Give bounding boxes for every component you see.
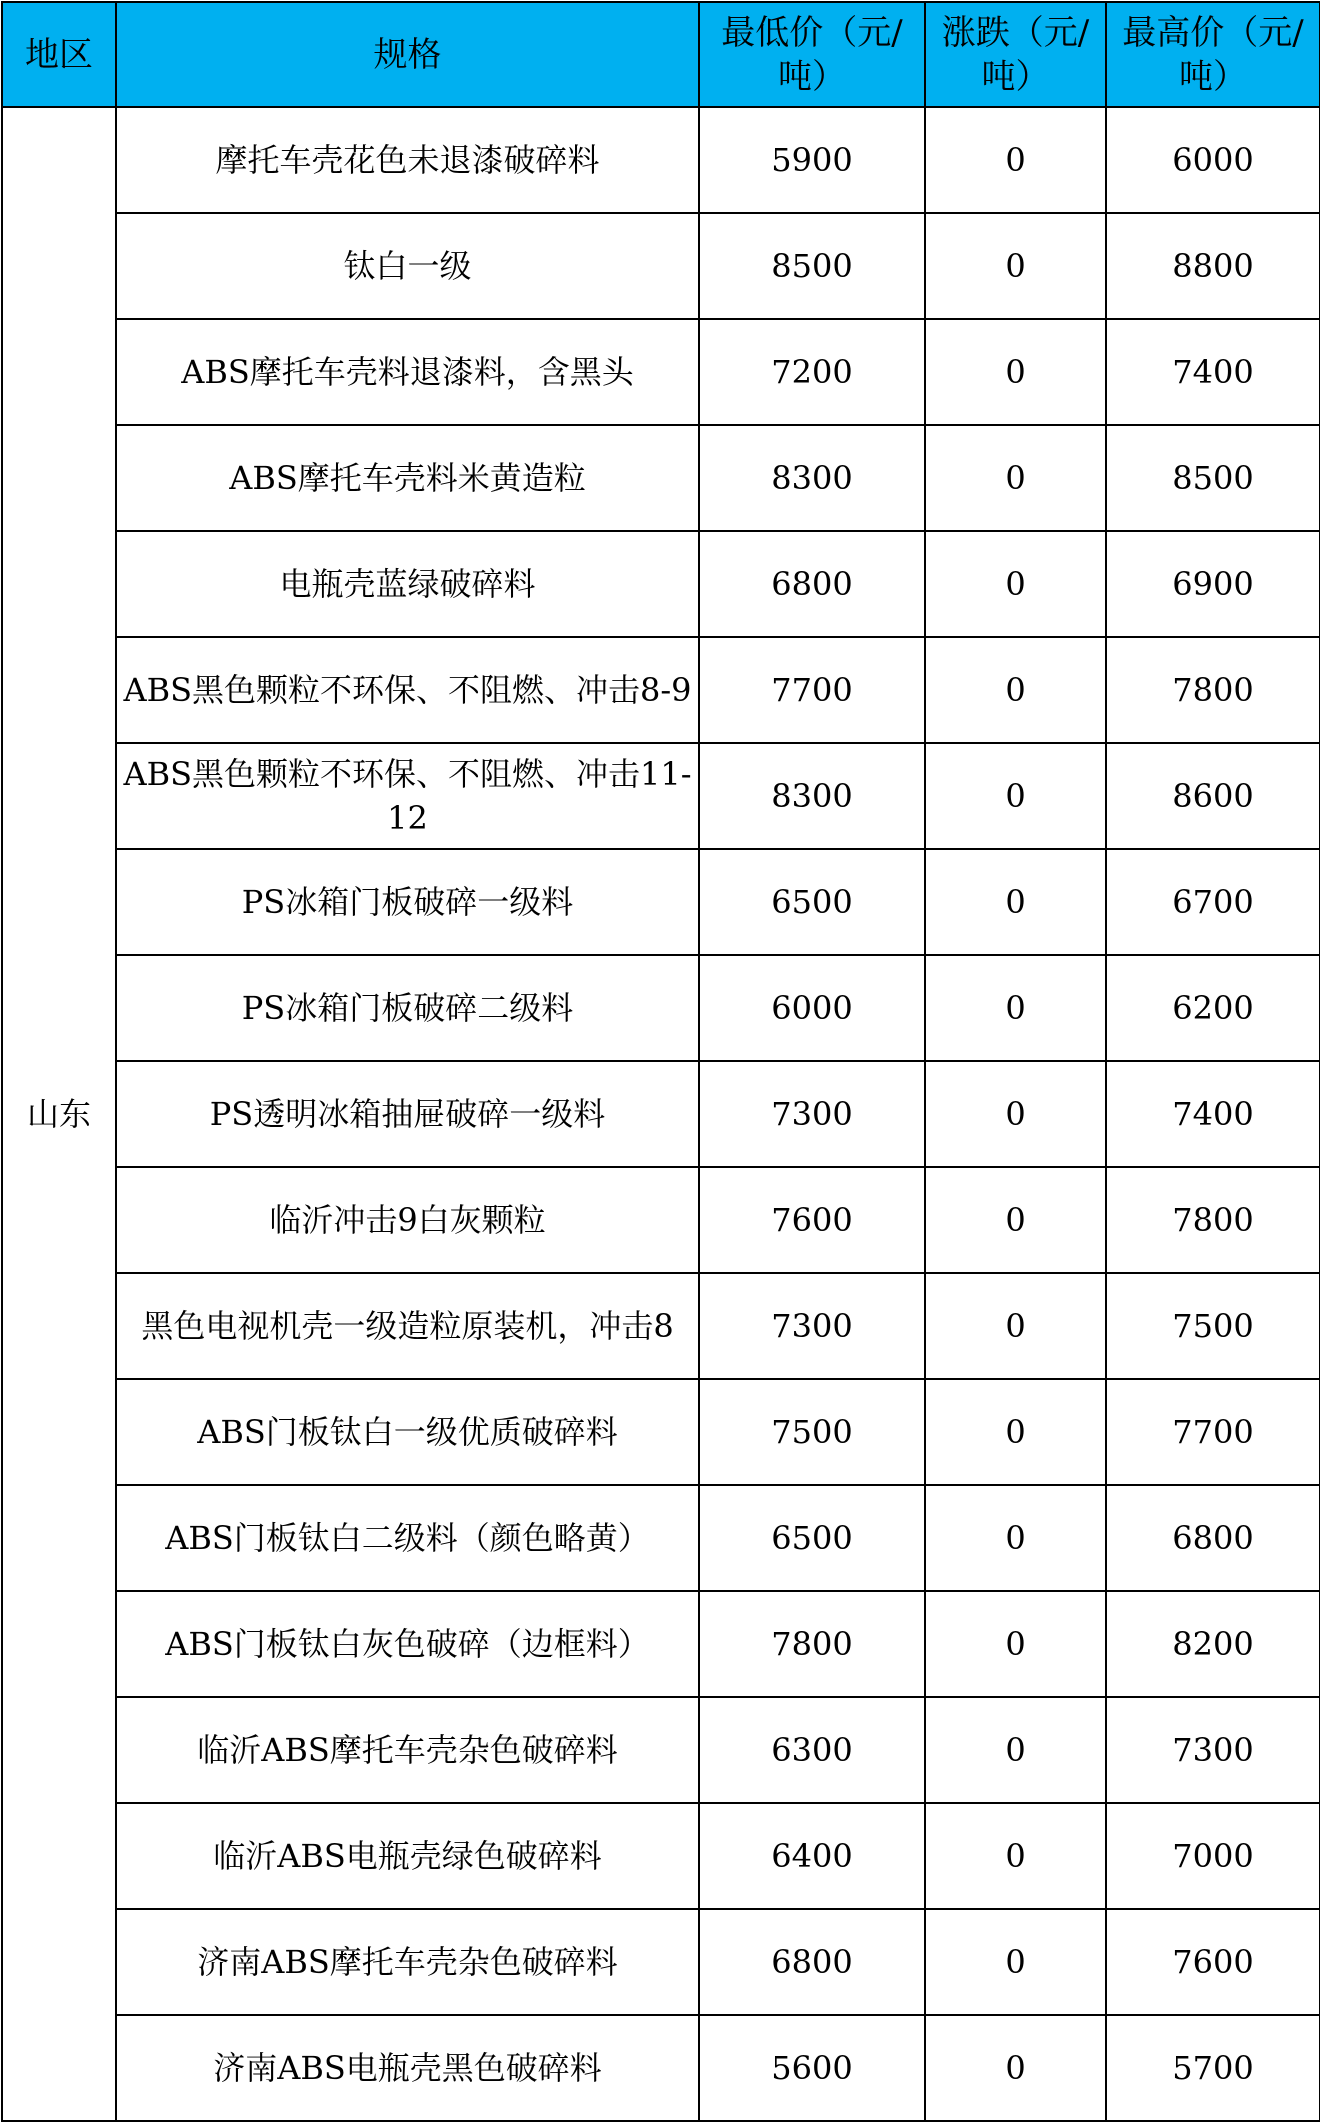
spec-cell: ABS摩托车壳料米黄造粒 (116, 425, 699, 531)
max-price-cell: 6000 (1106, 107, 1320, 213)
spec-cell: ABS黑色颗粒不环保、不阻燃、冲击11-12 (116, 743, 699, 849)
max-price-cell: 7500 (1106, 1273, 1320, 1379)
change-cell: 0 (925, 213, 1106, 319)
change-cell: 0 (925, 107, 1106, 213)
table-row (2, 1485, 1320, 1591)
min-price-cell: 7600 (699, 1167, 925, 1273)
header-min-price: 最低价（元/吨） (699, 2, 925, 107)
table-row (2, 1697, 1320, 1803)
table-row (2, 955, 1320, 1061)
table-row (2, 743, 1320, 849)
table-row (2, 1909, 1320, 2015)
max-price-cell: 8500 (1106, 425, 1320, 531)
min-price-cell: 6000 (699, 955, 925, 1061)
min-price-cell: 7700 (699, 637, 925, 743)
header-spec: 规格 (116, 2, 699, 107)
table-body (2, 107, 1320, 2121)
min-price-cell: 6400 (699, 1803, 925, 1909)
table-row (2, 531, 1320, 637)
max-price-cell: 7800 (1106, 637, 1320, 743)
change-cell: 0 (925, 637, 1106, 743)
change-cell: 0 (925, 955, 1106, 1061)
change-cell: 0 (925, 1803, 1106, 1909)
max-price-cell: 7800 (1106, 1167, 1320, 1273)
max-price-cell: 6800 (1106, 1485, 1320, 1591)
spec-cell: 钛白一级 (116, 213, 699, 319)
max-price-cell: 8200 (1106, 1591, 1320, 1697)
price-table (1, 1, 1320, 2122)
spec-cell: 临沂冲击9白灰颗粒 (116, 1167, 699, 1273)
spec-cell: 电瓶壳蓝绿破碎料 (116, 531, 699, 637)
min-price-cell: 7300 (699, 1273, 925, 1379)
table-row (2, 637, 1320, 743)
max-price-cell: 7400 (1106, 1061, 1320, 1167)
spec-cell: 黑色电视机壳一级造粒原装机，冲击8 (116, 1273, 699, 1379)
table-row (2, 107, 1320, 213)
change-cell: 0 (925, 1167, 1106, 1273)
min-price-cell: 7300 (699, 1061, 925, 1167)
change-cell: 0 (925, 1061, 1106, 1167)
max-price-cell: 8600 (1106, 743, 1320, 849)
header-max-price: 最高价（元/吨） (1106, 2, 1320, 107)
table-row (2, 1273, 1320, 1379)
table-header (2, 2, 1320, 107)
spec-cell: ABS黑色颗粒不环保、不阻燃、冲击8-9 (116, 637, 699, 743)
min-price-cell: 6500 (699, 849, 925, 955)
change-cell: 0 (925, 849, 1106, 955)
header-change: 涨跌（元/吨） (925, 2, 1106, 107)
table-row (2, 849, 1320, 955)
max-price-cell: 7300 (1106, 1697, 1320, 1803)
change-cell: 0 (925, 1697, 1106, 1803)
change-cell: 0 (925, 1591, 1106, 1697)
max-price-cell: 8800 (1106, 213, 1320, 319)
spec-cell: ABS门板钛白二级料（颜色略黄） (116, 1485, 699, 1591)
change-cell: 0 (925, 1485, 1106, 1591)
max-price-cell: 6200 (1106, 955, 1320, 1061)
min-price-cell: 7500 (699, 1379, 925, 1485)
max-price-cell: 7000 (1106, 1803, 1320, 1909)
spec-cell: 临沂ABS电瓶壳绿色破碎料 (116, 1803, 699, 1909)
region-cell: 山东 (2, 107, 116, 2121)
header-row (2, 2, 1320, 107)
min-price-cell: 5900 (699, 107, 925, 213)
min-price-cell: 7800 (699, 1591, 925, 1697)
change-cell: 0 (925, 319, 1106, 425)
spec-cell: ABS门板钛白一级优质破碎料 (116, 1379, 699, 1485)
min-price-cell: 8300 (699, 425, 925, 531)
max-price-cell: 7600 (1106, 1909, 1320, 2015)
change-cell: 0 (925, 1379, 1106, 1485)
table-row (2, 1591, 1320, 1697)
table-row (2, 1379, 1320, 1485)
max-price-cell: 6700 (1106, 849, 1320, 955)
table-row (2, 2015, 1320, 2121)
table-row (2, 425, 1320, 531)
change-cell: 0 (925, 743, 1106, 849)
min-price-cell: 8300 (699, 743, 925, 849)
max-price-cell: 6900 (1106, 531, 1320, 637)
max-price-cell: 7700 (1106, 1379, 1320, 1485)
spec-cell: PS冰箱门板破碎一级料 (116, 849, 699, 955)
max-price-cell: 7400 (1106, 319, 1320, 425)
min-price-cell: 6500 (699, 1485, 925, 1591)
table-row (2, 1061, 1320, 1167)
table-row (2, 213, 1320, 319)
min-price-cell: 6300 (699, 1697, 925, 1803)
min-price-cell: 6800 (699, 1909, 925, 2015)
spec-cell: ABS摩托车壳料退漆料，含黑头 (116, 319, 699, 425)
table-row (2, 1803, 1320, 1909)
min-price-cell: 8500 (699, 213, 925, 319)
spec-cell: 摩托车壳花色未退漆破碎料 (116, 107, 699, 213)
spec-cell: PS冰箱门板破碎二级料 (116, 955, 699, 1061)
change-cell: 0 (925, 531, 1106, 637)
spec-cell: 临沂ABS摩托车壳杂色破碎料 (116, 1697, 699, 1803)
change-cell: 0 (925, 1909, 1106, 2015)
min-price-cell: 7200 (699, 319, 925, 425)
table-row (2, 319, 1320, 425)
change-cell: 0 (925, 1273, 1106, 1379)
header-region: 地区 (2, 2, 116, 107)
spec-cell: 济南ABS电瓶壳黑色破碎料 (116, 2015, 699, 2121)
table-row (2, 1167, 1320, 1273)
change-cell: 0 (925, 425, 1106, 531)
min-price-cell: 5600 (699, 2015, 925, 2121)
max-price-cell: 5700 (1106, 2015, 1320, 2121)
min-price-cell: 6800 (699, 531, 925, 637)
spec-cell: PS透明冰箱抽屉破碎一级料 (116, 1061, 699, 1167)
spec-cell: ABS门板钛白灰色破碎（边框料） (116, 1591, 699, 1697)
spec-cell: 济南ABS摩托车壳杂色破碎料 (116, 1909, 699, 2015)
change-cell: 0 (925, 2015, 1106, 2121)
